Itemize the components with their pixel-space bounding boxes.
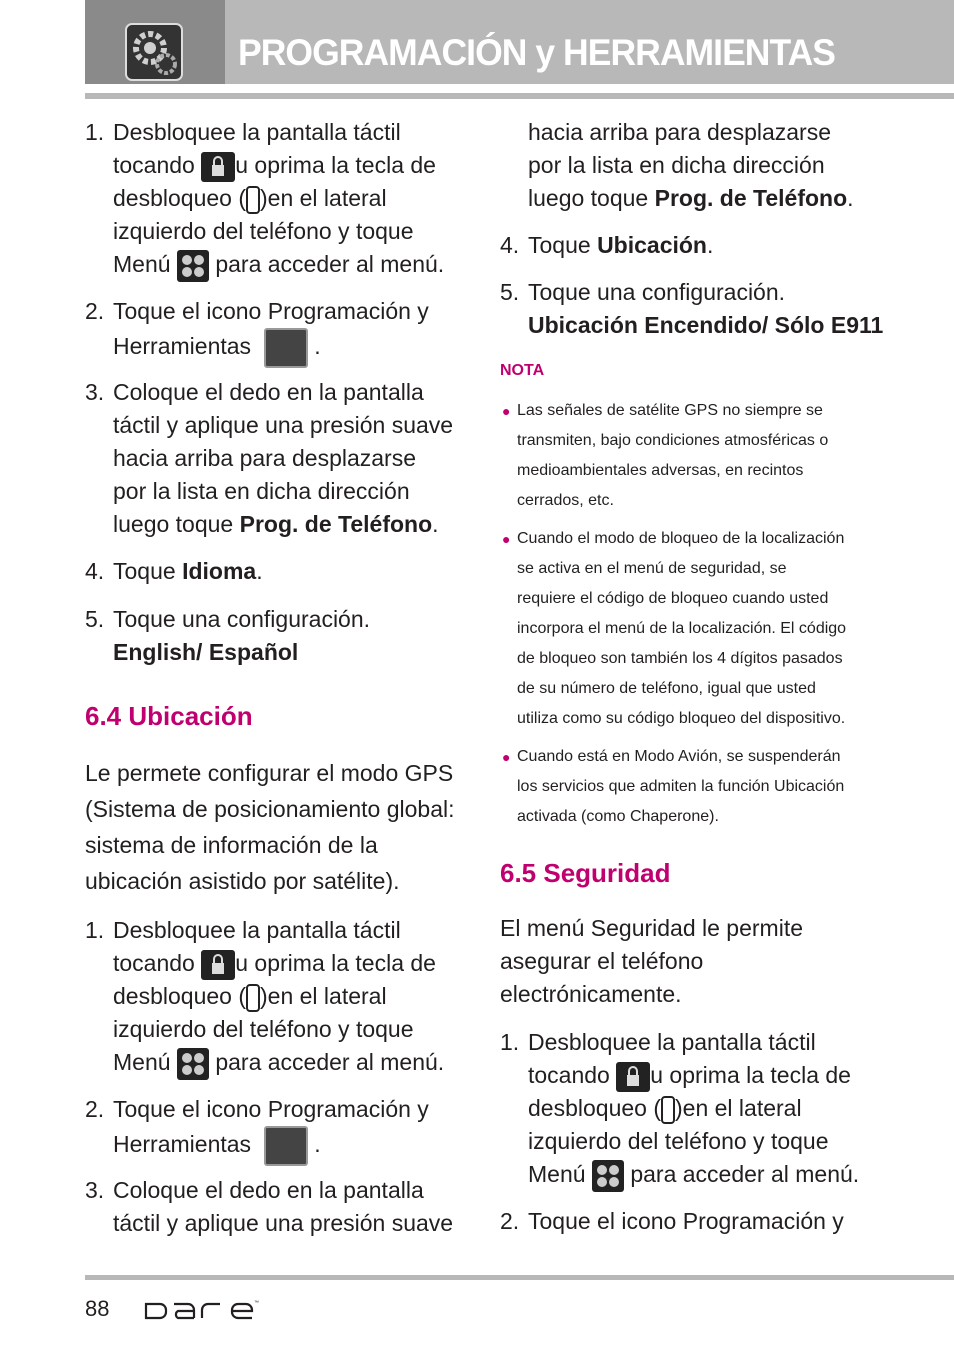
bullet-dot-icon: ● — [502, 749, 511, 765]
menu-icon — [177, 1048, 209, 1080]
note-bullet: ● Las señales de satélite GPS no siempre se transmiten, bajo condiciones atmosféricas o medioambientales adversas, en recintos cerrados, etc. — [517, 396, 828, 516]
settings-tools-icon — [264, 328, 308, 368]
unlock-key-icon — [661, 1096, 675, 1124]
lock-icon — [616, 1062, 650, 1092]
unlock-key-icon — [246, 984, 260, 1012]
bullet-dot-icon: ● — [502, 403, 511, 419]
lock-icon — [201, 950, 235, 980]
header-divider — [85, 93, 954, 99]
settings-tools-icon — [264, 1126, 308, 1166]
note-title: NOTA — [500, 362, 545, 379]
unlock-key-icon — [246, 186, 260, 214]
footer-divider — [85, 1275, 954, 1280]
lock-icon — [201, 152, 235, 182]
svg-text:™: ™ — [254, 1300, 259, 1306]
settings-gear-icon — [124, 22, 184, 82]
note-bullet: ● Cuando está en Modo Avión, se suspenderán los servicios que admiten la función Ubicación activada (como Chaperone). — [517, 742, 844, 832]
note-bullet: ● Cuando el modo de bloqueo de la localización se activa en el menú de seguridad, se requiere el código de bloqueo cuando usted incorpora el menú de la localización. El código de bloqueo son también los 4 dígitos pasados de su número de teléfono, igual que usted utiliza como su código bloqueo del dispositivo. — [517, 524, 846, 734]
section-intro: El menú Seguridad le permite asegurar el teléfono electrónicamente. — [500, 915, 803, 1007]
bullet-dot-icon: ● — [502, 531, 511, 547]
section-heading-ubicacion: 6.4 Ubicación — [85, 701, 253, 731]
step-continuation: hacia arriba para desplazarse por la lista en dicha dirección luego toque Prog. de Teléfono. — [528, 119, 854, 211]
section-heading-seguridad: 6.5 Seguridad — [500, 858, 671, 888]
section-intro: Le permete configurar el modo GPS (Sistema de posicionamiento global: sistema de información de la ubicación asistido por satélite). — [85, 760, 455, 894]
page-number: 88 — [85, 1296, 110, 1321]
menu-icon — [177, 250, 209, 282]
menu-icon — [592, 1160, 624, 1192]
dare-logo — [140, 1296, 260, 1324]
page-title: PROGRAMACIÓN y HERRAMIENTAS — [238, 32, 836, 73]
